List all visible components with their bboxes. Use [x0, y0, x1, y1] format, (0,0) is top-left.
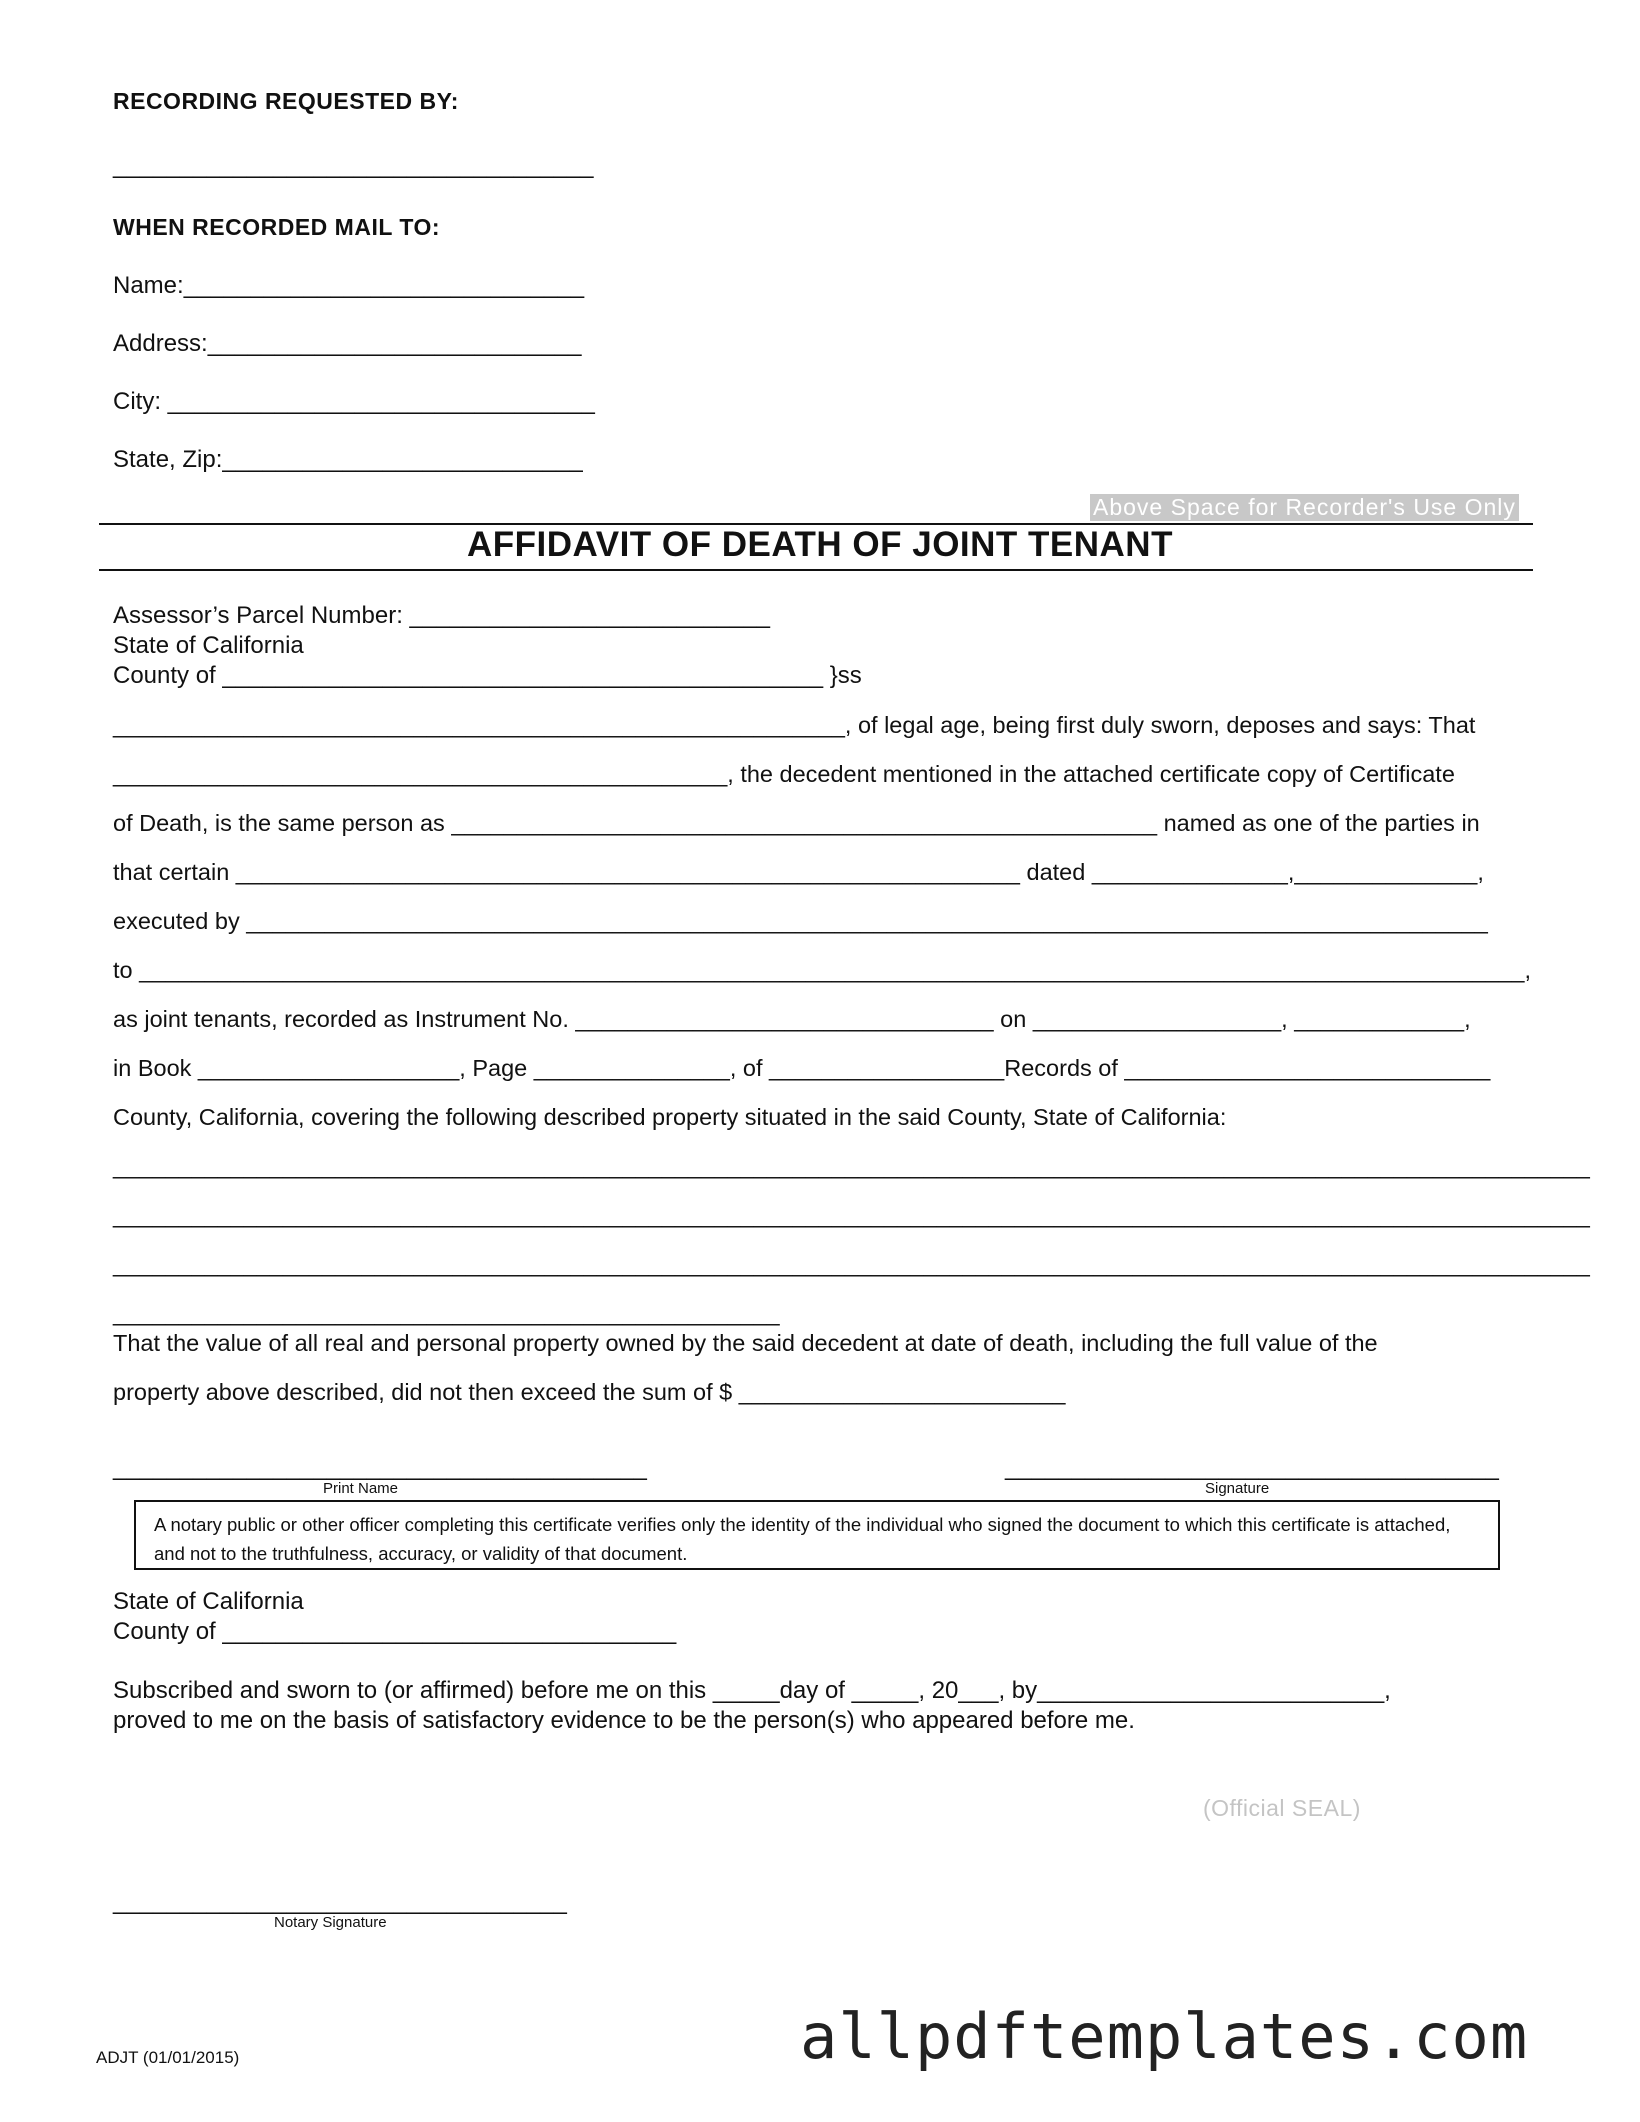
notary-signature-label: Notary Signature [274, 1914, 387, 1931]
affidavit-line-instrument[interactable]: that certain ____________________________________________________________ dated _______________,______________, [113, 859, 1484, 885]
document-title: AFFIDAVIT OF DEATH OF JOINT TENANT [467, 525, 1173, 564]
property-line[interactable]: ___________________________________________________ [113, 1300, 780, 1326]
affidavit-line-recorded[interactable]: as joint tenants, recorded as Instrument No. ________________________________ on ___________________, _____________, [113, 1006, 1471, 1032]
notary-subscribed-line[interactable]: Subscribed and sworn to (or affirmed) before me on this _____day of _____, 20___, by__________________________, [113, 1677, 1391, 1704]
property-line[interactable]: _________________________________________________________________________________________________________________ [113, 1251, 1590, 1277]
affidavit-line-decedent[interactable]: _______________________________________________, the decedent mentioned in the attached certificate copy of Certificate [113, 761, 1455, 787]
notary-notice-box: A notary public or other officer completing this certificate verifies only the identity of the individual who signed the document to which this certificate is attached, and not to the truthfulness, accuracy, or validity of that document. [134, 1500, 1500, 1570]
notary-signature-line[interactable]: __________________________________ [113, 1888, 567, 1915]
title-rule [99, 569, 1533, 571]
affidavit-line-affiant[interactable]: ________________________________________________________, of legal age, being first duly sworn, deposes and says: That [113, 712, 1476, 738]
notary-state: State of California [113, 1588, 304, 1615]
apn-field[interactable]: Assessor’s Parcel Number: ___________________________ [113, 602, 770, 629]
signature-line[interactable]: _____________________________________ [1005, 1454, 1499, 1481]
affidavit-line-county: County, California, covering the following described property situated in the said County, State of California: [113, 1104, 1227, 1130]
recorder-use-label: Above Space for Recorder's Use Only [1090, 494, 1519, 521]
value-amount-line[interactable]: property above described, did not then exceed the sum of $ _________________________ [113, 1379, 1066, 1405]
value-statement-line: That the value of all real and personal property owned by the said decedent at date of death, including the full value of the [113, 1330, 1378, 1356]
affidavit-line-same-person[interactable]: of Death, is the same person as ______________________________________________________ named as one of the parties in [113, 810, 1480, 836]
recording-requested-line[interactable]: ____________________________________ [113, 152, 594, 179]
mail-address-field[interactable]: Address:____________________________ [113, 330, 582, 357]
mail-state-zip-field[interactable]: State, Zip:___________________________ [113, 446, 583, 473]
property-line[interactable]: _________________________________________________________________________________________________________________ [113, 1153, 1590, 1179]
affidavit-line-book-page[interactable]: in Book ____________________, Page _______________, of __________________Records of ____________________________ [113, 1055, 1491, 1081]
print-name-line[interactable]: ________________________________________ [113, 1454, 647, 1481]
print-name-label: Print Name [323, 1480, 399, 1497]
mail-to-heading: WHEN RECORDED MAIL TO: [113, 214, 441, 240]
affidavit-line-to[interactable]: to __________________________________________________________________________________________________________, [113, 957, 1532, 983]
venue-state: State of California [113, 632, 304, 659]
notary-proved-line: proved to me on the basis of satisfactory evidence to be the person(s) who appeared before me. [113, 1707, 1135, 1734]
official-seal-placeholder: (Official SEAL) [1203, 1795, 1361, 1821]
venue-county-field[interactable]: County of _____________________________________________ }ss [113, 662, 862, 689]
watermark-brand: allpdftemplates.com [800, 2000, 1529, 2073]
form-id: ADJT (01/01/2015) [96, 2048, 240, 2067]
signature-label: Signature [1205, 1480, 1270, 1497]
recording-requested-heading: RECORDING REQUESTED BY: [113, 88, 459, 114]
property-line[interactable]: _________________________________________________________________________________________________________________ [113, 1202, 1590, 1228]
mail-city-field[interactable]: City: ________________________________ [113, 388, 595, 415]
mail-name-field[interactable]: Name:______________________________ [113, 272, 585, 299]
notary-county-field[interactable]: County of __________________________________ [113, 1618, 677, 1645]
affidavit-line-executed-by[interactable]: executed by _______________________________________________________________________________________________ [113, 908, 1488, 934]
